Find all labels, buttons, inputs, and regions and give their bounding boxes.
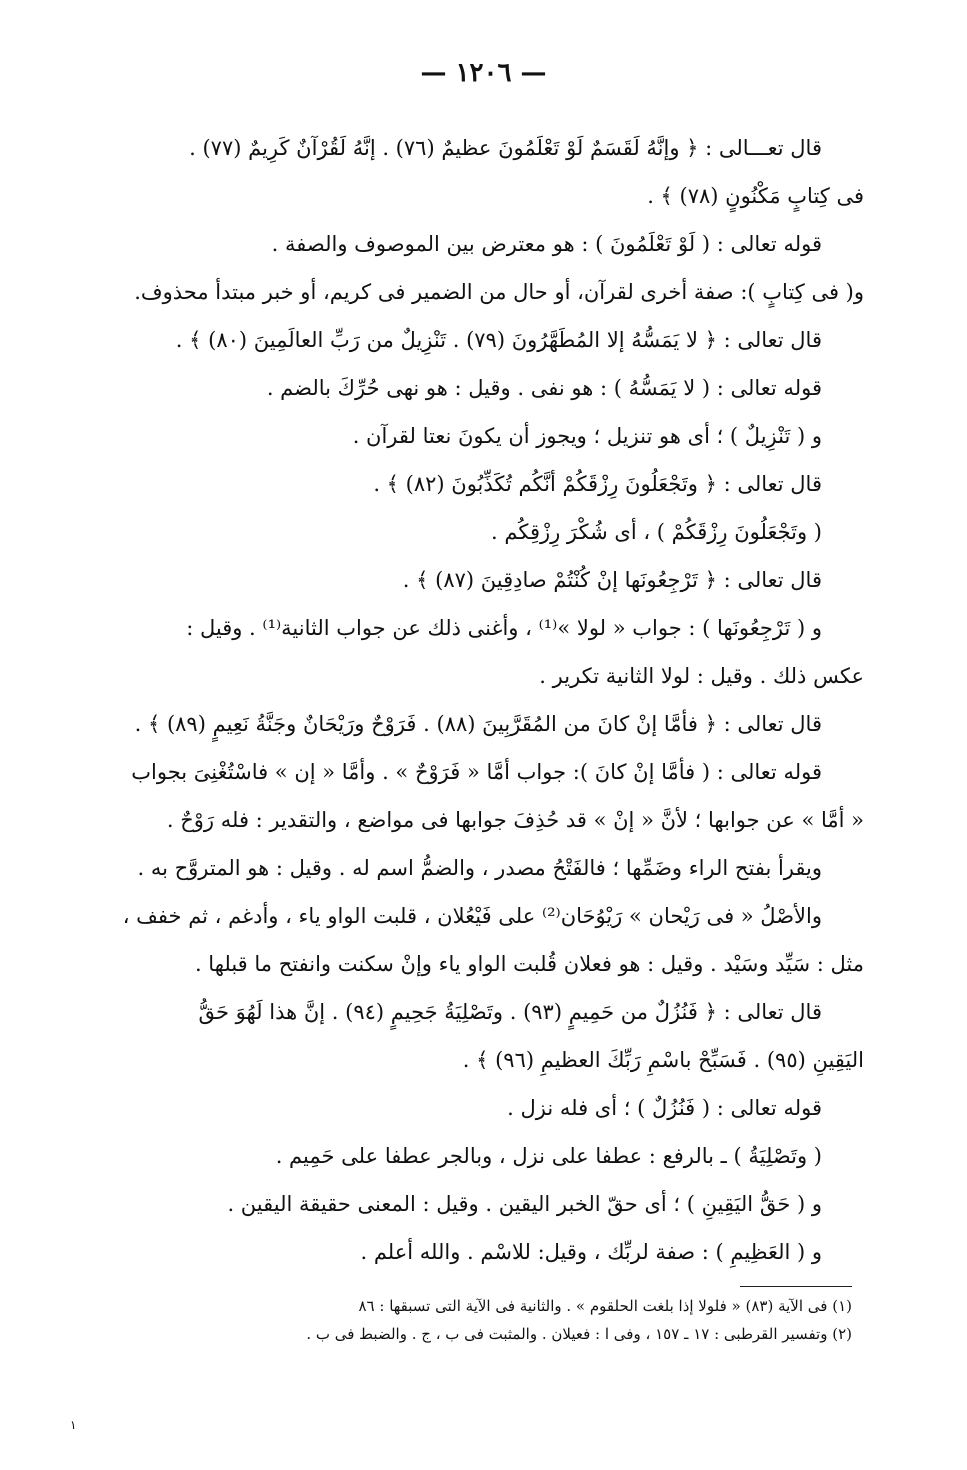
footnote-divider	[740, 1286, 852, 1287]
text-line: ( وتَصْلِيَةُ ) ـ بالرفع : عطفا على نزل ، وبالجر عطفا على حَمِيم .	[275, 1144, 822, 1168]
footnote-1: (١) فى الآية (٨٣) « فلولا إذا بلغت الحلقوم » . والثانية فى الآية التى تسبقها : ٨٦	[358, 1297, 852, 1315]
text-line: عكس ذلك . وقيل : لولا الثانية تكرير .	[539, 664, 864, 688]
text-line: قوله تعالى : ( فأمَّا إنْ كانَ ): جواب أمَّا « فَرَوْحٌ » . وأمَّا « إن » فاسْتُغْنِىَ بجواب	[131, 760, 822, 784]
main-text	[58, 124, 864, 1276]
text-line: قال تعالى : ﴿ تَرْجِعُونَها إنْ كُنْتُمْ صادِقِينَ (٨٧) ﴾ .	[402, 568, 822, 592]
text-line: قوله تعالى : ( لا يَمَسُّهُ ) : هو نفى . وقيل : هو نهى حُرِّكَ بالضم .	[266, 376, 822, 400]
text-line: مثل : سَيِّد وسَيْد . وقيل : هو فعلان قُلبت الواو ياء وإنْ سكنت وانفتح ما قبلها .	[194, 952, 864, 976]
text-line: ويقرأ بفتح الراء وضَمِّها ؛ فالفَتْحُ مصدر ، والضمُّ اسم له . وقيل : هو المتروَّح به .	[137, 856, 822, 880]
edge-mark: ١	[70, 1418, 77, 1432]
text-line: ( وتَجْعَلُونَ رِزْقَكُمْ ) ، أى شُكْرَ رِزْقِكُم .	[491, 520, 822, 544]
text-line: قال تعالى : ﴿ لا يَمَسُّهُ إلا المُطَهَّرُونَ (٧٩) . تَنْزِيلٌ من رَبِّ العالَمِينَ (٨٠) ﴾ .	[175, 328, 822, 352]
text-line: قال تعالى : ﴿ فأمَّا إنْ كانَ من المُقَرَّبِينَ (٨٨) . فَرَوْحٌ ورَيْحَانٌ وجَنَّةُ نَعِيمٍ (٨٩) ﴾ .	[134, 712, 822, 736]
text-line: و ( تَرْجِعُونَها ) : جواب « لولا »⁽¹⁾ ، وأغنى ذلك عن جواب الثانية⁽¹⁾ . وقيل :	[186, 616, 822, 640]
text-line: و ( حَقُّ اليَقِينِ ) ؛ أى حقّ الخبر اليقين . وقيل : المعنى حقيقة اليقين .	[227, 1192, 822, 1216]
text-line: قوله تعالى : ( لَوْ تَعْلَمُونَ ) : هو معترض بين الموصوف والصفة .	[271, 232, 822, 256]
text-line: و ( تَنْزِيلٌ ) ؛ أى هو تنزيل ؛ ويجوز أن يكونَ نعتا لقرآن .	[352, 424, 822, 448]
text-line: قال تعالى : ﴿ فَنُزُلٌ من حَمِيمٍ (٩٣) . وتَصْلِيَةُ جَحِيمٍ (٩٤) . إنَّ هذا لَهُوَ حَقُّ	[198, 1000, 822, 1024]
text-line: قال تعـــالى : ﴿ وإنَّهُ لَقَسَمٌ لَوْ تَعْلَمُونَ عظيمٌ (٧٦) . إنَّهُ لَقُرْآنٌ كَرِيمٌ (٧٧) .	[189, 136, 822, 160]
footnotes	[90, 1292, 852, 1348]
text-line: قال تعالى : ﴿ وتَجْعَلُونَ رِزْقَكُمْ أنَّكُم تُكَذِّبُونَ (٨٢) ﴾ .	[373, 472, 822, 496]
text-line: والأصْلُ « فى رَيْحان » رَيْوُحَان⁽²⁾ على فَيْعُلان ، قلبت الواو ياء ، وأدغم ، ثم خفف ،	[122, 904, 822, 928]
text-line: قوله تعالى : ( فَنُزُلٌ ) ؛ أى فله نزل .	[507, 1096, 822, 1120]
text-line: فى كِتابٍ مَكْنُونٍ (٧٨) ﴾ .	[647, 184, 864, 208]
text-line: و( فى كِتابٍ ): صفة أخرى لقرآن، أو حال من الضمير فى كريم، أو خبر مبتدأ محذوف.	[134, 280, 864, 304]
text-line: اليَقِينِ (٩٥) . فَسَبِّحْ باسْمِ رَبِّكَ العظيمِ (٩٦) ﴾ .	[462, 1048, 864, 1072]
page-number: — ١٢٠٦ —	[420, 58, 547, 88]
text-line: و ( العَظِيمِ ) : صفة لربِّك ، وقيل: للاسْم . والله أعلم .	[360, 1240, 822, 1264]
text-line: « أمَّا » عن جوابها ؛ لأنَّ « إنْ » قد حُذِفَ جوابها فى مواضع ، والتقدير : فله رَوْحٌ .	[166, 808, 864, 832]
footnote-2: (٢) وتفسير القرطبى : ١٧ ـ ١٥٧ ، وفى ا : فعيلان . والمثبت فى ب ، ج . والضبط فى ب .	[306, 1325, 852, 1343]
